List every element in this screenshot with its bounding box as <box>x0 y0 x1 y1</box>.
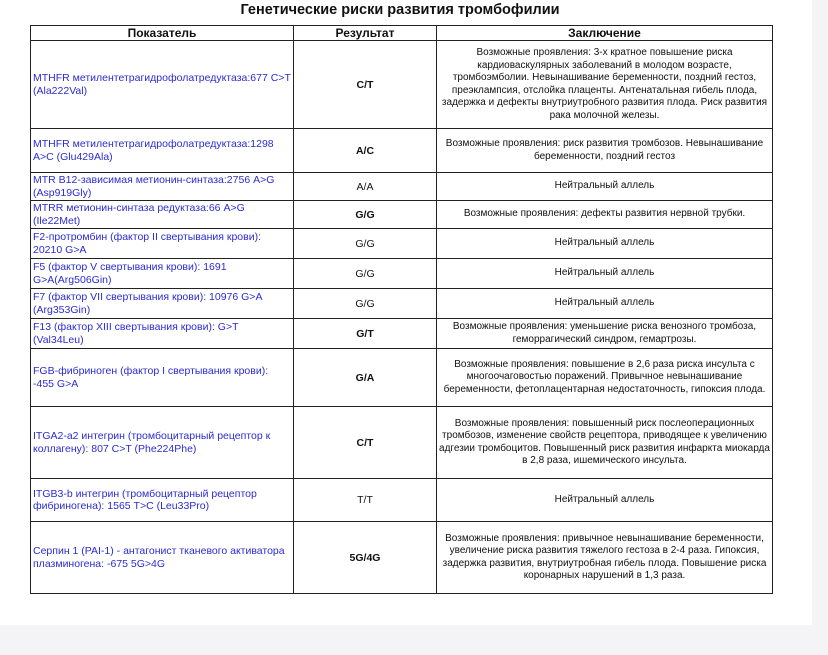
row-result: G/G <box>294 259 437 289</box>
table-row <box>31 129 773 173</box>
table-row <box>31 173 773 201</box>
row-conclusion: Возможные проявления: риск развития тромбозов. Невынашивание беременности, поздний гестоз <box>437 129 773 173</box>
row-indicator: F13 (фактор XIII свертывания крови): G>T (Val34Leu) <box>31 319 294 349</box>
row-conclusion: Возможные проявления: привычное невынашивание беременности, увеличение риска развития тяжелого гестоза в 2-4 раза. Гипоксия, задержка развития, внутриутробная гибель плода. Повышение риска коронарных нарушений в 1,3 раза. <box>437 522 773 594</box>
row-conclusion: Возможные проявления: уменьшение риска венозного тромбоза, геморрагический синдром, гемартрозы. <box>437 319 773 349</box>
row-conclusion: Нейтральный аллель <box>437 229 773 259</box>
row-conclusion: Возможные проявления: дефекты развития нервной трубки. <box>437 201 773 229</box>
row-result: G/G <box>294 229 437 259</box>
report-title: Генетические риски развития тромбофилии <box>240 2 560 18</box>
row-conclusion: Возможные проявления: повышенный риск послеоперационных тромбозов, изменение свойств рецептора, приводящее к увеличению адгезии тромбоцитов. Повышенный риск развития инфаркта миокарда в 2,8 раза, ишемического инсульта. <box>437 407 773 479</box>
row-result: G/A <box>294 349 437 407</box>
row-result: A/A <box>294 173 437 201</box>
row-result: C/T <box>294 407 437 479</box>
table-row <box>31 319 773 349</box>
table-header-row <box>31 26 773 41</box>
table-row <box>31 229 773 259</box>
header-conclusion: Заключение <box>437 26 773 41</box>
row-result: C/T <box>294 41 437 129</box>
table-row <box>31 349 773 407</box>
row-conclusion: Возможные проявления: 3-х кратное повышение риска кардиоваскулярных заболеваний в молодом возрасте, тромбоэмболии. Невынашивание беременности, поздний гестоз, преэклампсия, отслойка плаценты. Антенатальная гибель плода, задержка и дефекты внутриутробного развития плода. Риск развития рака молочной железы. <box>437 41 773 129</box>
row-conclusion: Нейтральный аллель <box>437 289 773 319</box>
row-indicator: MTHFR метилентетрагидрофолатредуктаза:1298 A>C (Glu429Ala) <box>31 129 294 173</box>
row-result: G/T <box>294 319 437 349</box>
row-conclusion: Нейтральный аллель <box>437 259 773 289</box>
row-indicator: FGB-фибриноген (фактор I свертывания крови): -455 G>A <box>31 349 294 407</box>
table-row <box>31 201 773 229</box>
row-conclusion: Нейтральный аллель <box>437 173 773 201</box>
table-row <box>31 479 773 522</box>
row-result: 5G/4G <box>294 522 437 594</box>
row-indicator: F2-протромбин (фактор II свертывания крови): 20210 G>A <box>31 229 294 259</box>
table-row <box>31 41 773 129</box>
table-row <box>31 289 773 319</box>
table-row <box>31 259 773 289</box>
row-indicator: MTR B12-зависимая метионин-синтаза:2756 A>G (Asp919Gly) <box>31 173 294 201</box>
table-row <box>31 407 773 479</box>
results-table <box>30 25 773 594</box>
header-result: Результат <box>294 26 437 41</box>
row-indicator: MTHFR метилентетрагидрофолатредуктаза:677 C>T (Ala222Val) <box>31 41 294 129</box>
header-indicator: Показатель <box>31 26 294 41</box>
row-result: T/T <box>294 479 437 522</box>
row-indicator: F5 (фактор V свертывания крови): 1691 G>A(Arg506Gin) <box>31 259 294 289</box>
row-indicator: ITGA2-a2 интегрин (тромбоцитарный рецептор к коллагену): 807 C>T (Phe224Phe) <box>31 407 294 479</box>
row-result: A/C <box>294 129 437 173</box>
row-result: G/G <box>294 201 437 229</box>
row-conclusion: Нейтральный аллель <box>437 479 773 522</box>
row-indicator: MTRR метионин-синтаза редуктаза:66 A>G (Ile22Met) <box>31 201 294 229</box>
table-row <box>31 522 773 594</box>
row-conclusion: Возможные проявления: повышение в 2,6 раза риска инсульта с многоочаговостью поражений. Привычное невынашивание беременности, фетоплацентарная недостаточность, гипоксия плода. <box>437 349 773 407</box>
row-indicator: ITGB3-b интегрин (тромбоцитарный рецептор фибриногена): 1565 T>C (Leu33Pro) <box>31 479 294 522</box>
row-result: G/G <box>294 289 437 319</box>
row-indicator: Серпин 1 (PAI-1) - антагонист тканевого активатора плазминогена: -675 5G>4G <box>31 522 294 594</box>
row-indicator: F7 (фактор VII свертывания крови): 10976 G>A (Arg353Gin) <box>31 289 294 319</box>
